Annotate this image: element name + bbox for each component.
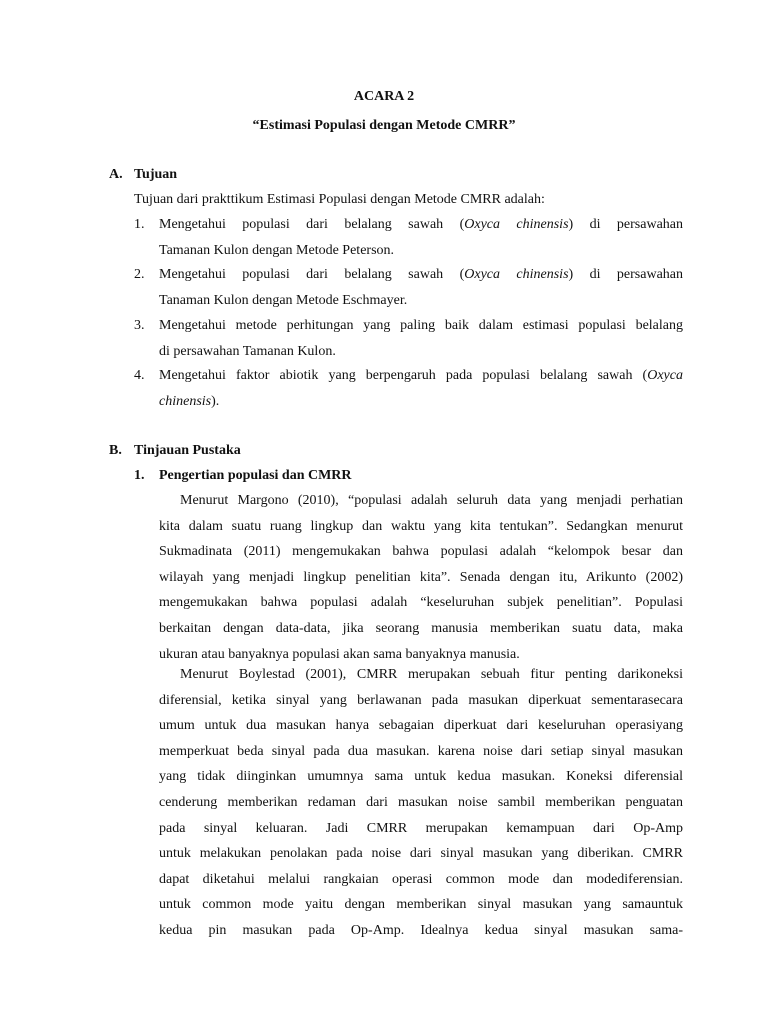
paragraph-margono [159,488,683,667]
paragraph-boylestad [159,662,683,944]
paragraph-line: untuk common mode yaitu dengan memberikan sinyal masukan yang samauntuk [159,897,683,913]
list-item-text: ) di persawahan [568,217,683,232]
paragraph-line: memperkuat beda sinyal pada dua masukan. karena noise dari setiap sinyal masukan [159,743,683,759]
paragraph-line: yang tidak diinginkan umumnya sama untuk kedua masukan. Koneksi diferensial [159,769,683,785]
paragraph-line: umum untuk dua masukan hanya sebagaian diperkuat dari keseluruhan operasiyang [159,718,683,734]
paragraph-line: Menurut Boylestad (2001), CMRR merupakan sebuah fitur penting darikoneksi [180,667,683,682]
list-item [159,363,683,414]
paragraph-line: untuk melakukan penolakan pada noise dari sinyal masukan yang diberikan. CMRR [159,846,683,862]
paragraph-line: wilayah yang menjadi lingkup penelitian kita”. Senada dengan itu, Arikunto (2002) [159,569,683,585]
species-name: chinensis [159,393,212,409]
section-a-marker: A. [109,167,123,182]
paragraph-line: berkaitan dengan data-data, jika seorang manusia memberikan suatu data, maka [159,620,683,636]
section-a-heading: Tujuan [134,167,178,182]
paragraph-line: cenderung memberikan redaman dari masukan noise sambil memberikan penguatan [159,794,683,810]
species-name: Oxyca chinensis [464,217,569,232]
list-item [159,212,683,263]
paragraph-line: diferensial, ketika sinyal yang berlawanan pada masukan diperkuat sementarasecara [159,692,683,708]
paragraph-line: mengemukakan bahwa populasi adalah “keseluruhan subjek penelitian”. Populasi [159,595,683,611]
paragraph-line: ukuran atau banyaknya populasi akan sama banyaknya manusia. [159,646,520,662]
list-item-text: Mengetahui populasi dari belalang sawah ( [159,217,465,232]
paragraph-line: kita dalam suatu ruang lingkup dan waktu yang kita tentukan”. Sedangkan menurut [159,518,683,534]
species-name: Oxyca [647,368,683,383]
list-item-number: 3. [134,318,145,333]
list-item-text: Tamanan Kulon dengan Metode Peterson. [159,242,395,258]
list-item-text: Tanaman Kulon dengan Metode Eschmayer. [159,292,408,308]
list-item-number: 1. [134,217,145,232]
section-a-intro: Tujuan dari prakttikum Estimasi Populasi dengan Metode CMRR adalah: [134,192,545,207]
list-item-text: Mengetahui faktor abiotik yang berpengaruh pada populasi belalang sawah ( [159,368,648,383]
subsection-number: 1. [134,468,145,483]
list-item [159,262,683,313]
list-item-number: 2. [134,267,145,282]
list-item-text: Mengetahui populasi dari belalang sawah ( [159,267,465,282]
list-item-number: 4. [134,368,145,383]
list-item [159,313,683,364]
list-item-text: ). [211,393,220,409]
list-item-text: Mengetahui metode perhitungan yang paling baik dalam estimasi populasi belalang [159,318,683,333]
section-b-marker: B. [109,443,122,458]
paragraph-line: dapat diketahui melalui rangkaian operasi common mode dan modediferensian. [159,871,683,887]
paragraph-line: kedua pin masukan pada Op-Amp. Idealnya kedua sinyal masukan sama- [159,922,683,938]
paragraph-line: pada sinyal keluaran. Jadi CMRR merupakan kemampuan dari Op-Amp [159,820,683,836]
subsection-heading: Pengertian populasi dan CMRR [159,468,352,483]
paragraph-line: Menurut Margono (2010), “populasi adalah seluruh data yang menjadi perhatian [180,493,683,508]
page-subtitle: “Estimasi Populasi dengan Metode CMRR” [252,118,516,133]
species-name: Oxyca chinensis [464,267,569,282]
list-item-text: ) di persawahan [568,267,683,282]
page-title: ACARA 2 [353,89,415,104]
section-b-heading: Tinjauan Pustaka [134,443,241,458]
list-item-text: di persawahan Tamanan Kulon. [159,343,336,359]
paragraph-line: Sukmadinata (2011) mengemukakan bahwa populasi adalah “kelompok besar dan [159,544,683,560]
